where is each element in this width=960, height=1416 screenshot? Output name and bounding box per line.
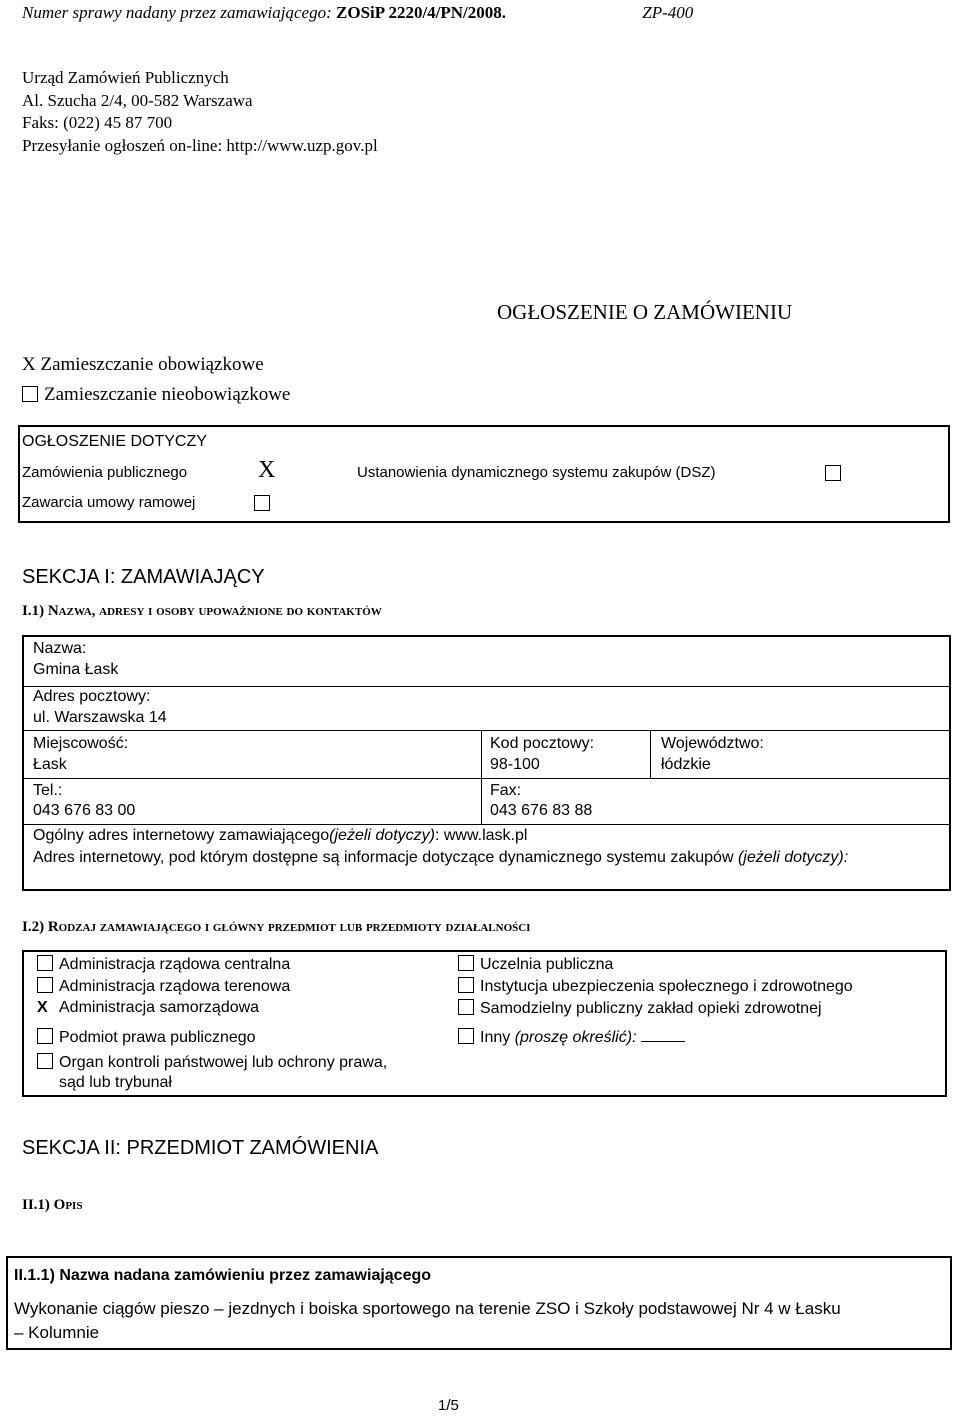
concerns-framework: Zawarcia umowy ramowej: [22, 494, 196, 511]
section-1-1-heading: I.1) Nazwa, adresy i osoby upoważnione do kontaktów: [22, 603, 382, 619]
type-left-2: Administracja rządowa terenowa: [37, 977, 290, 996]
order-description-line-2: – Kolumnie: [14, 1323, 100, 1342]
section-2-1-heading: II.1) Opis: [22, 1197, 83, 1213]
tel-value: 043 676 83 00: [33, 802, 136, 819]
type-right-4: Inny (proszę określić):: [458, 1028, 685, 1047]
optional-label: Zamieszczanie nieobowiązkowe: [44, 384, 291, 405]
mandatory-mark: X: [22, 354, 36, 375]
type-left-3: X Administracja samorządowa: [37, 999, 260, 1016]
type-left-1: Administracja rządowa centralna: [37, 955, 290, 974]
type-left-5: Organ kontroli państwowej lub ochrony prawa,: [37, 1053, 387, 1072]
fax-value: 043 676 83 88: [490, 802, 593, 819]
type-right-1: Uczelnia publiczna: [458, 955, 613, 974]
form-code: ZP-400: [642, 3, 694, 22]
name-value: Gmina Łask: [33, 661, 119, 678]
voivodeship-label: Województwo:: [661, 735, 764, 752]
case-prefix: Numer sprawy nadany przez zamawiającego:: [22, 3, 332, 22]
placement-mandatory: [22, 354, 264, 376]
section-2-1-1-heading: II.1.1) Nazwa nadana zamówieniu przez zamawiającego: [14, 1267, 432, 1284]
section-1-heading: SEKCJA I: ZAMAWIAJĄCY: [22, 566, 265, 588]
postal-label: Kod pocztowy:: [490, 735, 595, 752]
tel-label: Tel.:: [33, 782, 63, 799]
concerns-dsz: Ustanowienia dynamicznego systemu zakupów (DSZ): [357, 464, 716, 481]
recipient-line-4: Przesyłanie ogłoszeń on-line: http://www.uzp.gov.pl: [22, 136, 378, 155]
city-label: Miejscowość:: [33, 735, 129, 752]
recipient-line-3: Faks: (022) 45 87 700: [22, 113, 173, 132]
postal-value: 98-100: [490, 756, 540, 773]
mandatory-label: Zamieszczanie obowiązkowe: [40, 354, 264, 375]
type-right-2: Instytucja ubezpieczenia społecznego i zdrowotnego: [458, 977, 853, 996]
other-blank[interactable]: [641, 1029, 685, 1042]
concerns-public-order: Zamówienia publicznego: [22, 464, 188, 481]
voivodeship-value: łódzkie: [661, 756, 711, 773]
concerns-heading: OGŁOSZENIE DOTYCZY: [22, 433, 207, 450]
section-1-2-heading: I.2) Rodzaj zamawiającego i główny przedmiot lub przedmioty działalności: [22, 919, 531, 935]
section-2-heading: SEKCJA II: PRZEDMIOT ZAMÓWIENIA: [22, 1137, 379, 1159]
city-value: Łask: [33, 756, 67, 773]
framework-checkbox[interactable]: [254, 494, 276, 514]
type-left-4: Podmiot prawa publicznego: [37, 1028, 256, 1047]
address-label: Adres pocztowy:: [33, 688, 151, 705]
optional-checkbox[interactable]: [22, 386, 38, 402]
page-number: 1/5: [438, 1397, 459, 1414]
type-left-5-cont: sąd lub trybunał: [59, 1074, 172, 1091]
dsz-checkbox[interactable]: [825, 464, 847, 484]
name-label: Nazwa:: [33, 640, 87, 657]
case-number: ZOSiP 2220/4/PN/2008.: [336, 3, 507, 22]
recipient-line-1: Urząd Zamówień Publicznych: [22, 68, 229, 87]
recipient-line-2: Al. Szucha 2/4, 00-582 Warszawa: [22, 91, 253, 110]
public-order-mark: X: [258, 457, 276, 483]
case-header: [22, 3, 693, 23]
type-right-3: Samodzielny publiczny zakład opieki zdrowotnej: [458, 999, 822, 1018]
address-value: ul. Warszawska 14: [33, 709, 167, 726]
notice-title: OGŁOSZENIE O ZAMÓWIENIU: [497, 300, 793, 324]
placement-optional: [22, 384, 290, 406]
fax-label: Fax:: [490, 782, 522, 799]
order-description-line-1: Wykonanie ciągów pieszo – jezdnych i boiska sportowego na terenie ZSO i Szkoły podstawowej Nr 4 w Łasku: [14, 1299, 841, 1318]
web-address: Ogólny adres internetowy zamawiającego(jeżeli dotyczy): www.lask.pl: [33, 827, 528, 844]
dsz-address: Adres internetowy, pod którym dostępne są informacje dotyczące dynamicznego systemu zakupów (jeżeli dotyczy):: [33, 849, 849, 866]
